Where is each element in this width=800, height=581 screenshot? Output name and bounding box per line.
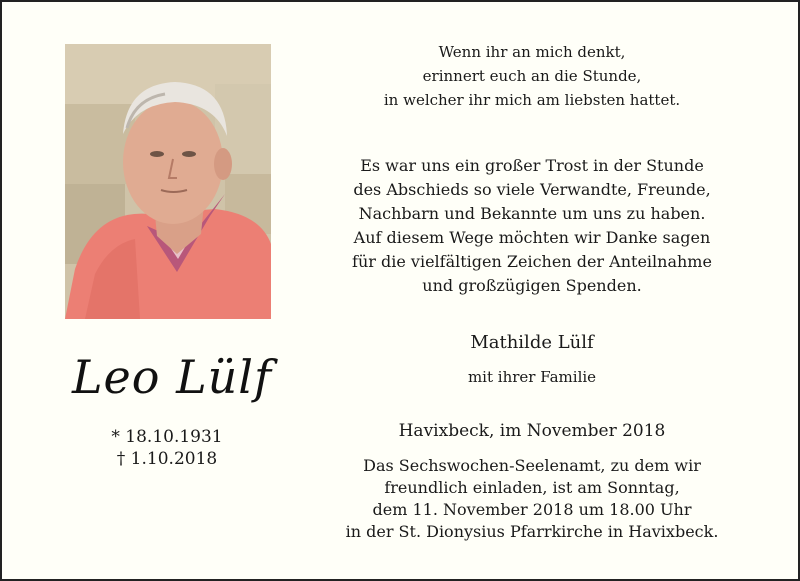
poem-line: Wenn ihr an mich denkt, bbox=[438, 43, 626, 61]
poem-line: erinnert euch an die Stunde, bbox=[422, 67, 642, 85]
thanks-line: und großzügigen Spenden. bbox=[422, 276, 642, 295]
poem-verse bbox=[317, 40, 747, 112]
thanks-line: Es war uns ein großer Trost in der Stunde bbox=[360, 156, 704, 175]
deceased-name: Leo Lülf bbox=[72, 350, 272, 404]
mass-line: in der St. Dionysius Pfarrkirche in Havixbeck. bbox=[345, 522, 719, 541]
poem-line: in welcher ihr mich am liebsten hattet. bbox=[383, 91, 681, 109]
thanks-text bbox=[317, 154, 747, 298]
life-dates bbox=[62, 426, 272, 470]
signer-name: Mathilde Lülf bbox=[470, 332, 594, 353]
death-date: † 1.10.2018 bbox=[116, 449, 218, 469]
thanks-line: Auf diesem Wege möchten wir Danke sagen bbox=[353, 228, 711, 247]
thanks-line: für die vielfältigen Zeichen der Anteilnahme bbox=[352, 252, 712, 271]
memorial-mass-notice bbox=[317, 455, 747, 543]
portrait-photo bbox=[65, 44, 271, 319]
mass-line: Das Sechswochen-Seelenamt, zu dem wir bbox=[363, 456, 701, 475]
mass-line: dem 11. November 2018 um 18.00 Uhr bbox=[372, 500, 692, 519]
mass-line: freundlich einladen, ist am Sonntag, bbox=[384, 478, 680, 497]
portrait-photo-image bbox=[65, 44, 271, 319]
place-and-date: Havixbeck, im November 2018 bbox=[398, 421, 666, 441]
signer-family: mit ihrer Familie bbox=[467, 368, 597, 386]
birth-date: * 18.10.1931 bbox=[111, 427, 223, 447]
thanks-line: Nachbarn und Bekannte um uns zu haben. bbox=[358, 204, 706, 223]
thanks-line: des Abschieds so viele Verwandte, Freunde, bbox=[353, 180, 711, 199]
